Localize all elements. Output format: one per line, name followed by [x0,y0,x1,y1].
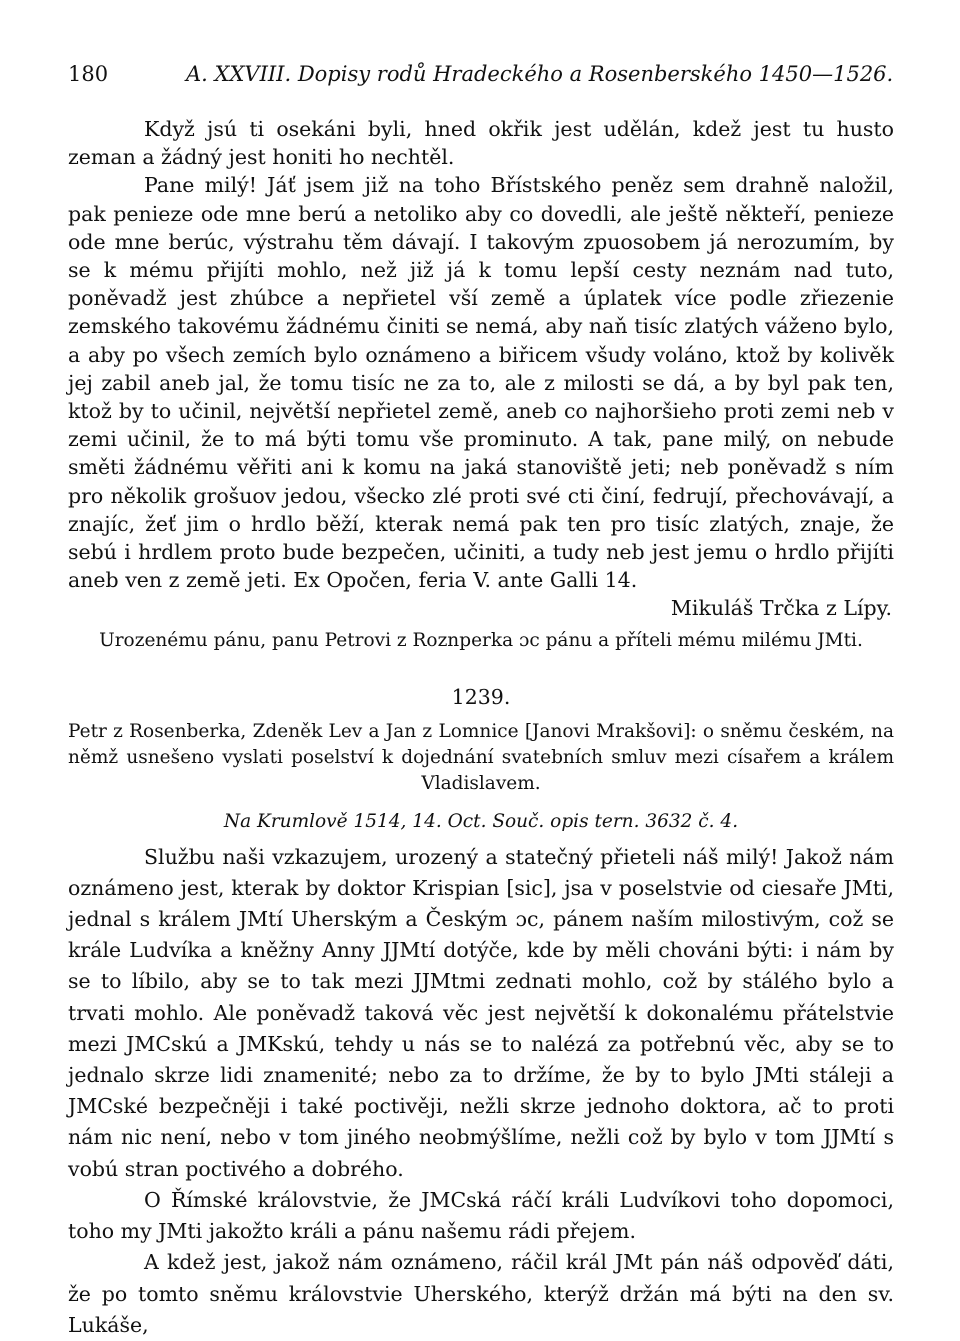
page-header [68,62,894,92]
paragraph: Službu naši vzkazujem, urozený a statečný přieteli náš milý! Jakož nám oznámeno jest, kterak by doktor Krispian [sic], jsa v poselstvie od ciesaře JMti, jednal s králem JMtí Uherským a Českým ɔc, pánem naším milostivým, což se krále Ludvíka a kněžny Anny JJMtí dotýče, kde by měli chováni býti: i nám by se to líbilo, aby se to tak mezi JJMtmi zednati mohlo, což by stálého bylo a trvati mohlo. Ale poněvadž taková věc jest největší k dokonalému přátelstvie mezi JMCskú a JMKskú, tehdy u nás se to nalézá za potřebnú věc, aby se to jednalo skrze lidi znamenité; nebo za to držíme, že by to bylo JMti stáleji a JMCské bezpečněji i také poctivěji, nežli skrze jednoho doktora, ač to proti nám nic není, nebo v tom jiného neobmýšlíme, nežli což by bylo v tom JJMtí s vobú stran poctivého a dobrého. [68,844,894,1181]
document-number: 1239. [451,684,511,709]
signature: Mikuláš Trčka z Lípy. [670,596,892,621]
paragraph: A kdež jest, jakož nám oznámeno, ráčil král JMt pán náš odpověď dáti, že po tomto sněmu královstvie Uherského, kterýž držán má býti na den sv. Lukáše, [68,1250,894,1337]
page-number: 180 [68,62,109,86]
letter-continuation [68,115,894,655]
paragraph: Pane milý! Jáť jsem již na toho Břístského peněz sem drahně naložil, pak penieze ode mne berú a netoliko aby co dovedli, ale ještě někteří, penieze ode mne berúc, výstrahu těm dávají. I takovým zpuosobem já nerozumím, by se k mému přijíti mohlo, než již já k tomu lepší cesty neznám nad tuto, poněvadž jest zhúbce a nepřietel vší země a úplatek více podle zřiezenie zemského takovému žádnému činiti se nemá, aby naň tisíc zlatých váženo bylo, a aby po všech zemích bylo oznámeno a biřicem všudy voláno, ktož by kolivěk jej zabil aneb jal, že tomu tisíc ne za to, ale z milosti se dá, a by byl pak ten, ktož by to učinil, největší nepřietel země, aneb co najhoršieho proti zemi neb v zemi učinil, že to má býti tomu vše prominuto. A tak, pane milý, on nebude směti žádnému věřiti ani k komu na jaká stanoviště jeti; neb poněvadž s ním pro několik grošuov jedou, všecko zlé proti své cti činí, fedrují, přechovávají, a znajíc, žeť jim o hrdlo běží, kterak nemá pak ten pro tisíc zlatých, znaje, že sebú i hrdlem proto bude bezpečen, učiniti, a tudy neb jest jemu o hrdlo přijíti aneb ven z země jeti. Ex Opočen, feria V. ante Galli 14. [68,173,894,593]
paragraph: Když jsú ti osekáni byli, hned okřik jest udělán, kdež jest tu husto zeman a žádný jest honiti ho nechtěl. [68,117,894,170]
document-source: Na Krumlově 1514, 14. Oct. Souč. opis tern. 3632 č. 4. [223,810,739,832]
letter-address: Urozenému pánu, panu Petrovi z Roznperka ɔc pánu a příteli mému milému JMti. [99,629,863,651]
running-head: A. XXVIII. Dopisy rodů Hradeckého a Rosenberského 1450—1526. [186,62,894,86]
paragraph: O Římské královstvie, že JMCská ráčí králi Ludvíkovi toho dopomoci, toho my JMti jakožto králi a pánu našemu rádi přejem. [68,1187,894,1244]
letter-text [68,842,894,1341]
document-summary: Petr z Rosenberka, Zdeněk Lev a Jan z Lomnice [Janovi Mrakšovi]: o sněmu českém, na němž usnešeno vyslati poselství k dojednání svatebních smluv mezi císařem a králem Vladislavem. [68,720,894,794]
